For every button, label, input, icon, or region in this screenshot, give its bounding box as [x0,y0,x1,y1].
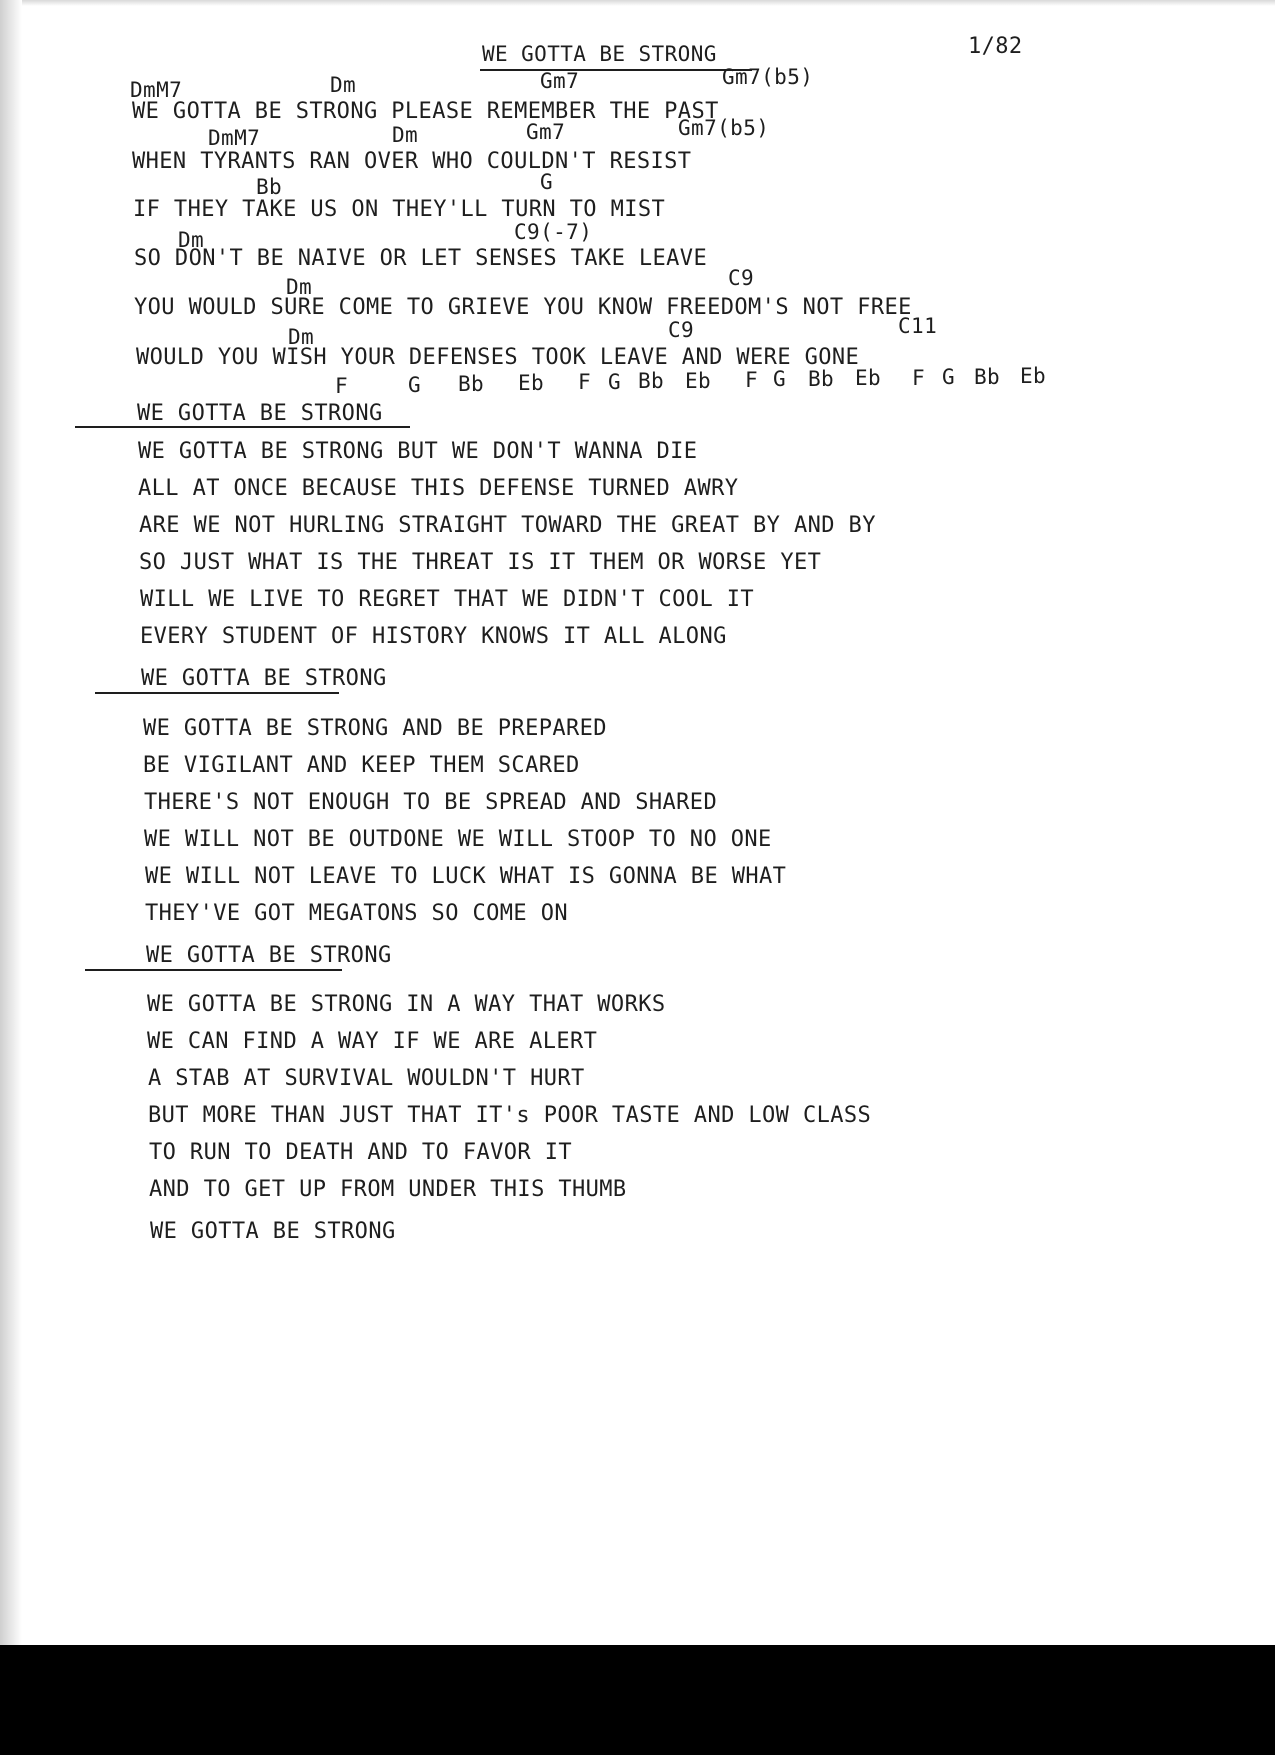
lyric-line: THEY'VE GOT MEGATONS SO COME ON [145,901,568,926]
chord: G [540,170,554,194]
lyric-line: SO DON'T BE NAIVE OR LET SENSES TAKE LEAVE [134,246,708,271]
lyric-line: WE CAN FIND A WAY IF WE ARE ALERT [147,1029,598,1054]
page-number: 1/82 [968,34,1023,59]
section-divider [75,426,410,428]
refrain-line: WE GOTTA BE STRONG [137,401,383,426]
lyric-line: BUT MORE THAN JUST THAT IT's POOR TASTE AND LOW CLASS [148,1103,872,1128]
chord: Eb [855,366,882,390]
title-underline [480,69,752,71]
chord: F [912,366,926,390]
chord: Dm [392,123,419,147]
lyric-line: A STAB AT SURVIVAL WOULDN'T HURT [148,1066,585,1091]
lyric-line: EVERY STUDENT OF HISTORY KNOWS IT ALL ALONG [140,624,727,649]
lyric-line: WE WILL NOT LEAVE TO LUCK WHAT IS GONNA BE WHAT [145,864,787,889]
chord: Eb [518,371,545,395]
chord: Eb [685,369,712,393]
lyric-line: ALL AT ONCE BECAUSE THIS DEFENSE TURNED AWRY [138,476,739,501]
chord: G [608,370,622,394]
chord: DmM7 [208,126,261,150]
scan-left-edge [0,0,22,1645]
chord: C9 [668,318,695,342]
chord: G [942,365,956,389]
chord: Bb [638,369,665,393]
lyric-line: WE GOTTA BE STRONG PLEASE REMEMBER THE PAST [132,99,719,124]
chord: G [773,367,787,391]
chord: Dm [178,228,205,252]
lyric-line: IF THEY TAKE US ON THEY'LL TURN TO MIST [133,197,666,222]
lyric-line: ARE WE NOT HURLING STRAIGHT TOWARD THE GREAT BY AND BY [139,513,876,538]
chord: Dm [286,275,313,299]
lyric-line: YOU WOULD SURE COME TO GRIEVE YOU KNOW FREEDOM'S NOT FREE [134,295,912,320]
section-divider [95,692,339,694]
lyric-line: AND TO GET UP FROM UNDER THIS THUMB [149,1177,627,1202]
lyric-line: SO JUST WHAT IS THE THREAT IS IT THEM OR WORSE YET [139,550,822,575]
chord: Bb [256,175,283,199]
chord: Bb [458,372,485,396]
chord: Gm7(b5) [722,65,814,89]
refrain-line: WE GOTTA BE STRONG [146,943,392,968]
lyric-line: WE GOTTA BE STRONG BUT WE DON'T WANNA DIE [138,439,698,464]
lyric-line: WE GOTTA BE STRONG [150,1219,396,1244]
chord: C9 [728,266,755,290]
lyric-line: WE WILL NOT BE OUTDONE WE WILL STOOP TO NO ONE [144,827,772,852]
lyric-line: WILL WE LIVE TO REGRET THAT WE DIDN'T COOL IT [140,587,755,612]
chord: Gm7(b5) [678,116,770,140]
chord: Gm7 [526,120,566,144]
chord: F [578,370,592,394]
chord: G [408,373,422,397]
chord: C9(-7) [514,220,593,244]
scan-bottom-band [0,1645,1275,1755]
chord: F [335,374,349,398]
chord: Dm [330,73,357,97]
refrain-line: WE GOTTA BE STRONG [141,666,387,691]
chord: Bb [808,367,835,391]
chord: DmM7 [130,78,183,102]
chord: F [745,368,759,392]
lyric-line: WOULD YOU WISH YOUR DEFENSES TOOK LEAVE AND WERE GONE [136,345,860,370]
chord: Gm7 [540,69,580,93]
scan-top-edge [0,0,1275,6]
chord: C11 [898,314,938,338]
chord: Bb [974,365,1001,389]
lyric-line: WE GOTTA BE STRONG AND BE PREPARED [143,716,607,741]
lyric-line: BE VIGILANT AND KEEP THEM SCARED [143,753,580,778]
page-title: WE GOTTA BE STRONG [482,42,717,66]
lyric-line: THERE'S NOT ENOUGH TO BE SPREAD AND SHARED [144,790,718,815]
chord: Eb [1020,364,1047,388]
chord: Dm [288,325,315,349]
section-divider [85,969,342,971]
lyric-line: WHEN TYRANTS RAN OVER WHO COULDN'T RESIST [132,149,692,174]
lyric-line: TO RUN TO DEATH AND TO FAVOR IT [149,1140,572,1165]
lyric-line: WE GOTTA BE STRONG IN A WAY THAT WORKS [147,992,666,1017]
